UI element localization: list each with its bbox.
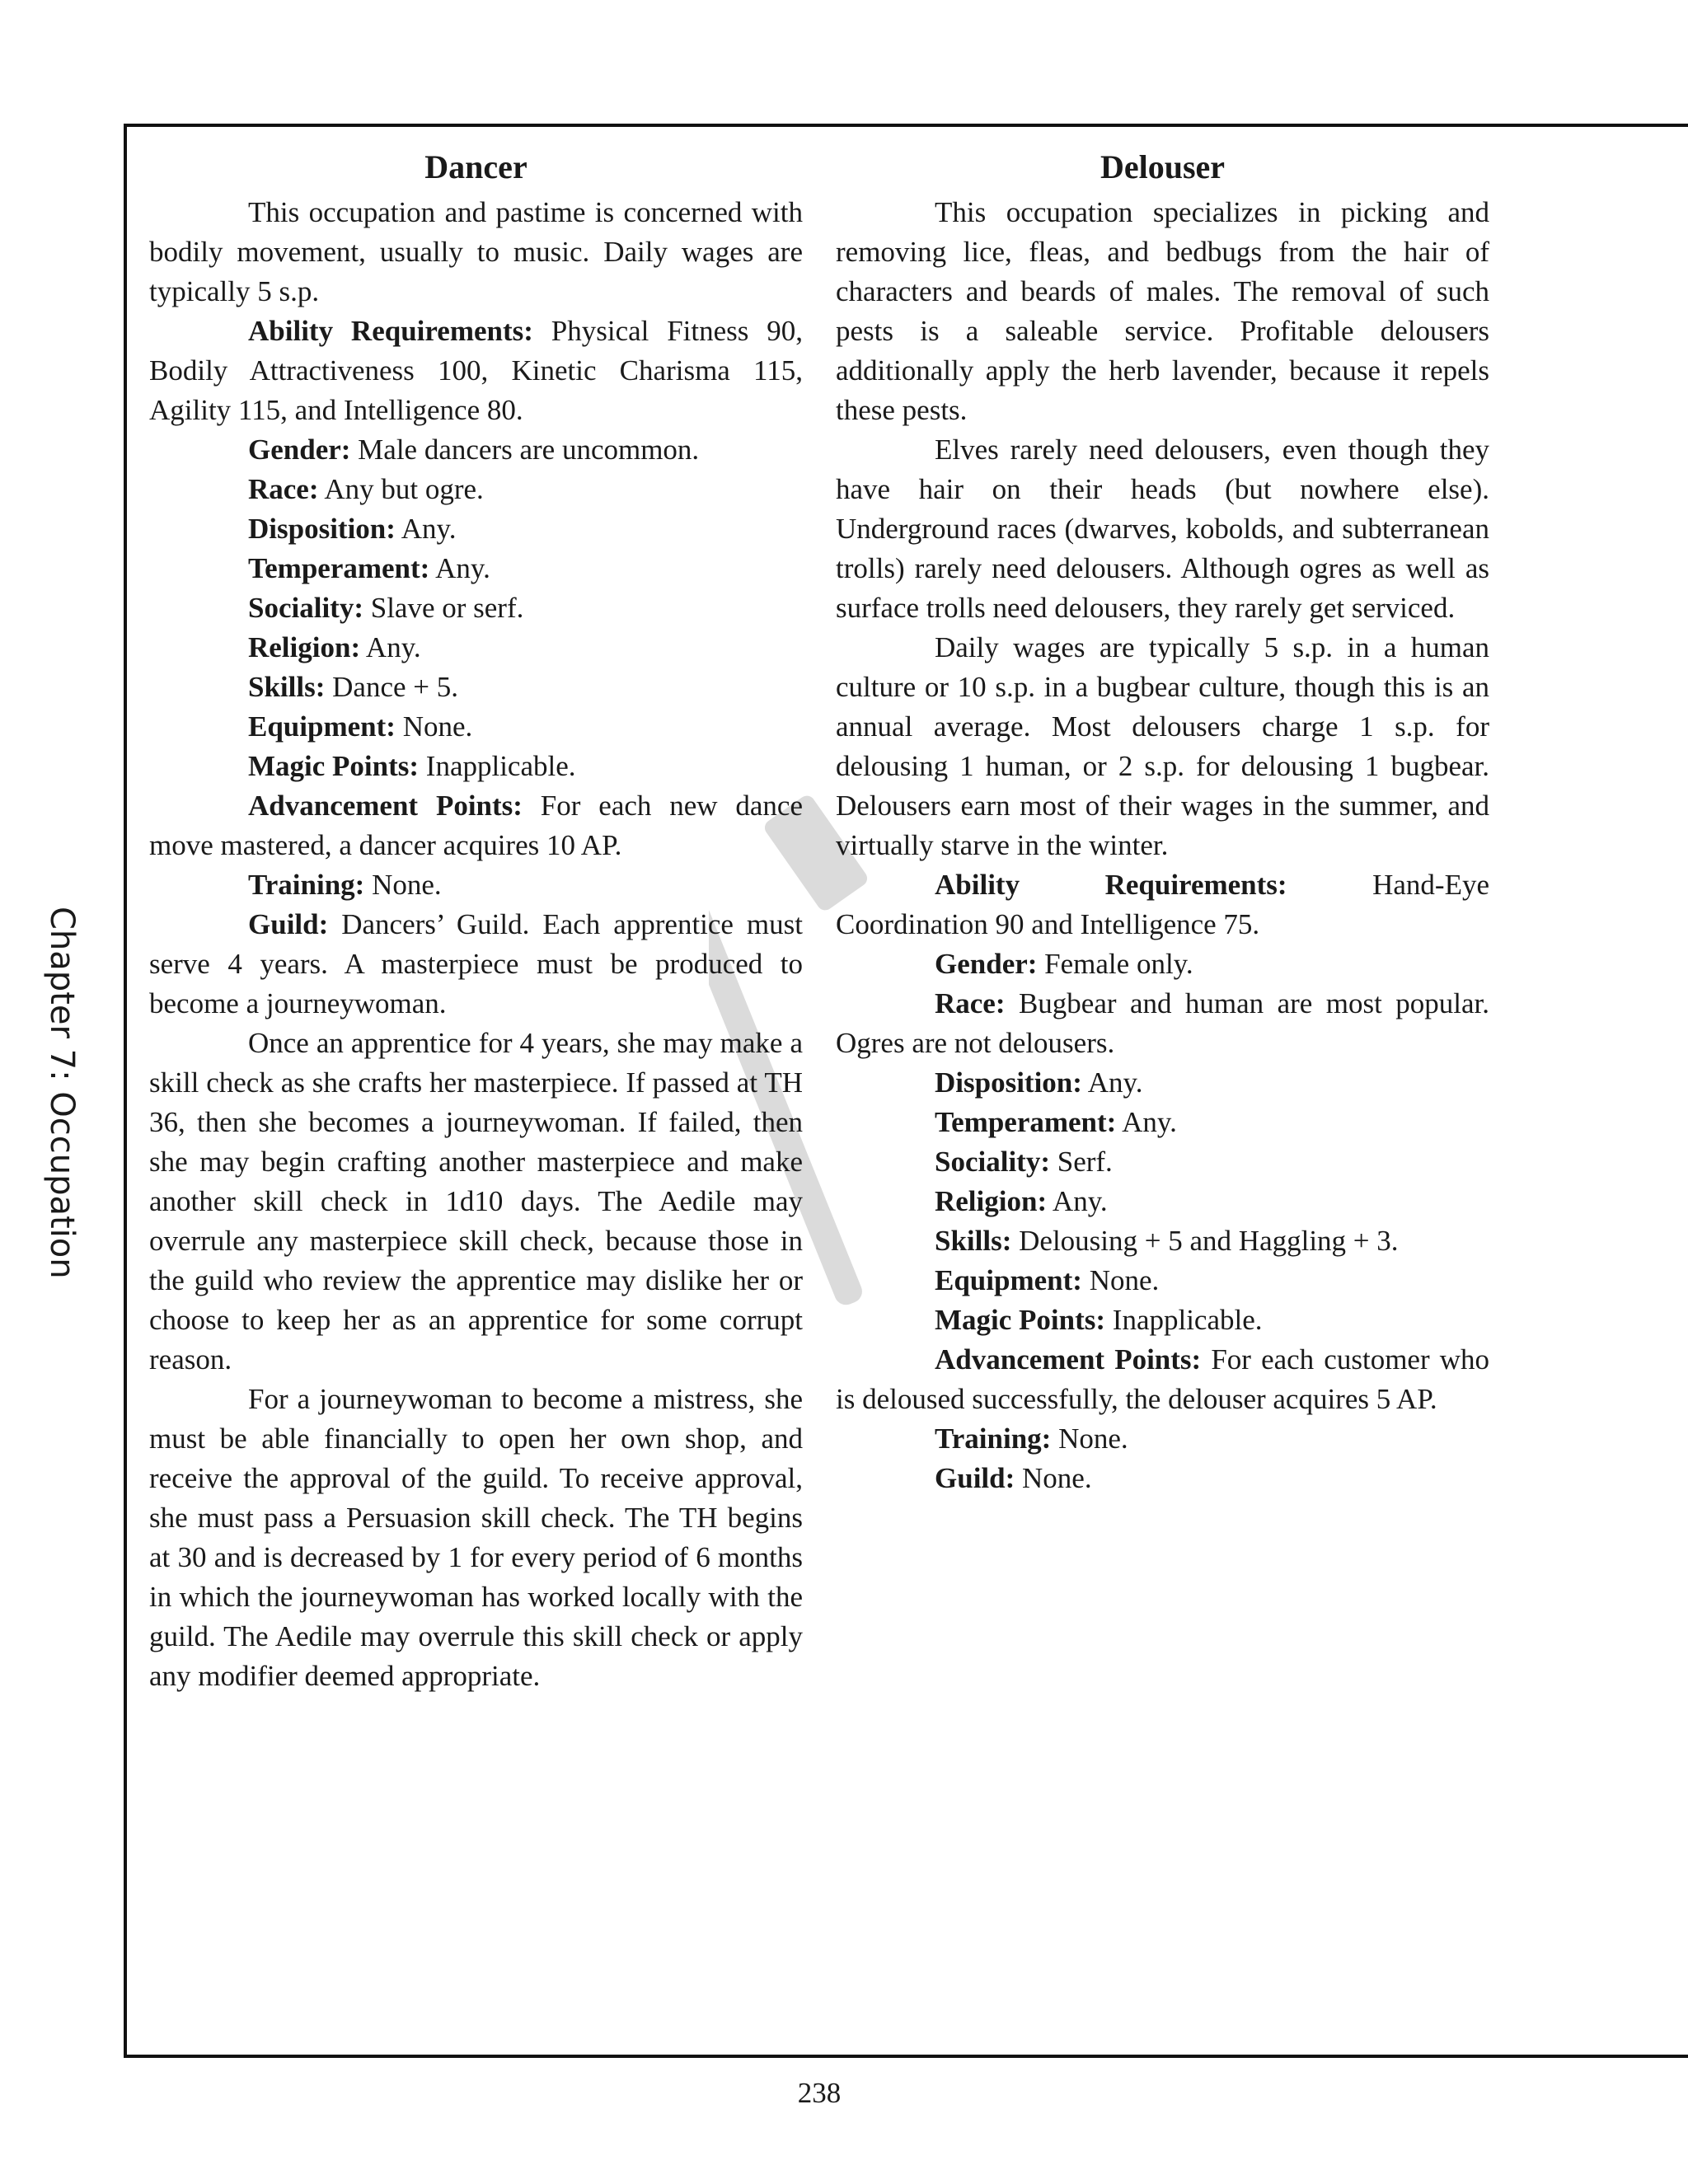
dancer-paragraph: Sociality: Slave or serf. [248, 592, 524, 624]
delouser-paragraph: Guild: None. [935, 1462, 1092, 1494]
delouser-paragraph: Daily wages are typically 5 s.p. in a human culture or 10 s.p. in a bugbear culture, though this is an annual average. Most delousers charge 1 s.p. for delousing 1 human, or 2 s.p. for delousing 1 bugbear. Delousers earn most of their wages in the summer, and virtually starve in the winter. [836, 631, 1489, 861]
delouser-paragraph: Equipment: None. [935, 1264, 1160, 1296]
dancer-title: Dancer [424, 148, 528, 185]
delouser-paragraph: Magic Points: Inapplicable. [935, 1304, 1263, 1336]
dancer-paragraph: This occupation and pastime is concerned with bodily movement, usually to music. Daily wages are typically 5 s.p. [149, 196, 803, 307]
dancer-paragraph: Race: Any but ogre. [248, 473, 484, 505]
delouser-paragraph: Gender: Female only. [935, 948, 1193, 980]
delouser-paragraph: Sociality: Serf. [935, 1146, 1113, 1178]
dancer-paragraph: For a journeywoman to become a mistress, she must be able financially to open her own shop, and receive the approval of the guild. To receive approval, she must pass a Persuasion skill check. The TH begins at 30 and is decreased by 1 for every period of 6 months in which the journeywoman has worked locally with the guild. The Aedile may overrule this skill check or apply any modifier deemed appropriate. [149, 1383, 803, 1692]
dancer-paragraph: Once an apprentice for 4 years, she may make a skill check as she crafts her masterpiece. If passed at TH 36, then she becomes a journeywoman. If failed, then she may begin crafting another masterpiece and make another skill check in 1d10 days. The Aedile may overrule any masterpiece skill check, because those in the guild who review the apprentice may dislike her or choose to keep her as an apprentice for some corrupt reason. [149, 1027, 803, 1376]
dancer-paragraph: Training: None. [248, 869, 442, 901]
dancer-paragraph: Guild: Dancers’ Guild. Each apprentice must serve 4 years. A masterpiece must be produced to become a journeywoman. [149, 908, 803, 1019]
delouser-paragraph: Temperament: Any. [935, 1106, 1177, 1138]
delouser-paragraph: Ability Requirements: Hand-Eye Coordination 90 and Intelligence 75. [836, 869, 1489, 940]
page-number: 238 [797, 2077, 842, 2109]
delouser-paragraph: Training: None. [935, 1422, 1128, 1455]
delouser-paragraph: Advancement Points: For each customer who is deloused successfully, the delouser acquires 5 AP. [836, 1343, 1490, 1415]
dancer-paragraph: Disposition: Any. [248, 513, 457, 545]
dancer-paragraph: Ability Requirements: Physical Fitness 90, Bodily Attractiveness 100, Kinetic Charisma 115, Agility 115, and Intelligence 80. [149, 315, 803, 426]
dancer-paragraph: Equipment: None. [248, 710, 473, 743]
delouser-paragraph: Race: Bugbear and human are most popular. Ogres are not delousers. [836, 987, 1489, 1059]
chapter-tab-label: Chapter 7: Occupation [43, 907, 81, 1279]
delouser-paragraph: Religion: Any. [935, 1185, 1108, 1217]
dancer-paragraph: Advancement Points: For each new dance move mastered, a dancer acquires 10 AP. [149, 790, 804, 861]
delouser-paragraph: Disposition: Any. [935, 1066, 1143, 1099]
delouser-column [836, 142, 1489, 1498]
delouser-title: Delouser [1100, 148, 1226, 185]
dancer-paragraph: Gender: Male dancers are uncommon. [248, 434, 700, 466]
delouser-paragraph: Skills: Delousing + 5 and Haggling + 3. [935, 1225, 1399, 1257]
dancer-column [149, 142, 803, 1696]
dancer-paragraph: Skills: Dance + 5. [248, 671, 459, 703]
dancer-paragraph: Religion: Any. [248, 631, 421, 663]
delouser-paragraph: This occupation specializes in picking and removing lice, fleas, and bedbugs from the hair of characters and beards of males. The removal of such pests is a saleable service. Profitable delousers additionally apply the herb lavender, because it repels these pests. [836, 196, 1489, 426]
dancer-paragraph: Temperament: Any. [248, 552, 490, 584]
delouser-paragraph: Elves rarely need delousers, even though they have hair on their heads (but nowhere else). Underground races (dwarves, kobolds, and subterranean trolls) rarely need delousers. Although ogres as well as surface trolls need delousers, they rarely get serviced. [836, 434, 1489, 624]
dancer-paragraph: Magic Points: Inapplicable. [248, 750, 576, 782]
